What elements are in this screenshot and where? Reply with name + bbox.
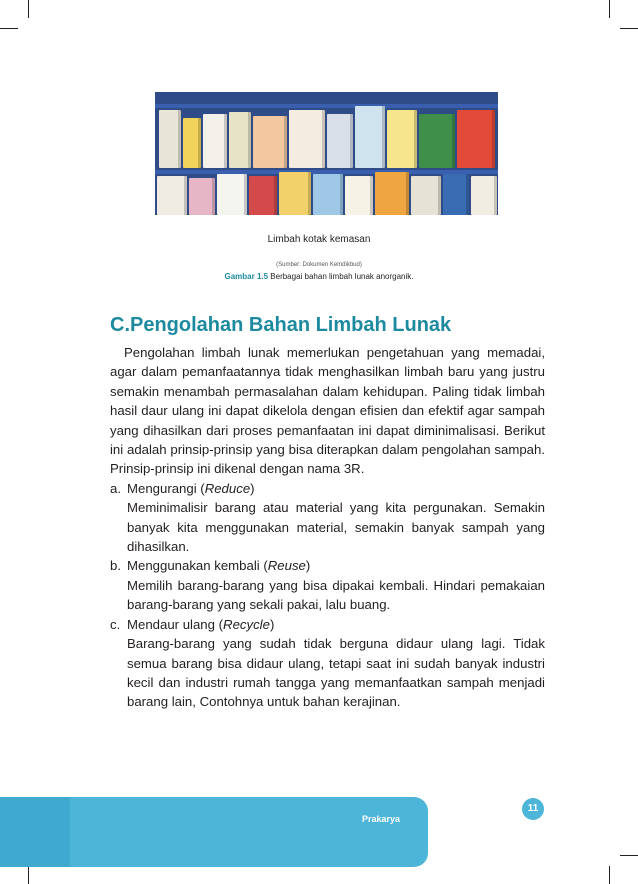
list-item bbox=[110, 556, 545, 575]
list-marker: a. bbox=[110, 480, 121, 496]
carton-box bbox=[279, 172, 311, 215]
carton-box bbox=[189, 178, 215, 215]
carton-box bbox=[159, 110, 181, 168]
carton-box bbox=[443, 174, 469, 215]
list-item-description: Meminimalisir barang atau material yang kita pergunakan. Semakin banyak kita menggunakan material, semakin banyak sampah yang dihasilkan. bbox=[127, 500, 545, 555]
list-item-description: Memilih barang-barang yang bisa dipakai kembali. Hindari pemakaian barang-barang yang sekali pakai, lalu buang. bbox=[127, 577, 545, 613]
footer-book-title: Prakarya bbox=[362, 814, 401, 824]
crop-mark bbox=[28, 0, 29, 18]
term-reuse: Reuse bbox=[267, 558, 306, 574]
carton-box bbox=[203, 114, 227, 168]
list-item-title: Mengurangi (Reduce) bbox=[127, 480, 255, 496]
list-item bbox=[110, 479, 545, 498]
figure-label: Gambar 1.5 bbox=[224, 272, 269, 281]
carton-box bbox=[375, 172, 409, 215]
carton-box bbox=[217, 174, 247, 215]
carton-box bbox=[249, 176, 277, 215]
carton-box bbox=[157, 176, 187, 215]
footer-band bbox=[0, 797, 428, 867]
crop-mark bbox=[609, 0, 610, 18]
image-caption: Limbah kotak kemasan bbox=[267, 234, 371, 245]
carton-box bbox=[183, 118, 201, 168]
carton-box bbox=[471, 176, 497, 215]
crop-mark bbox=[609, 866, 610, 884]
carton-box bbox=[457, 110, 495, 168]
page-number: 11 bbox=[522, 798, 544, 820]
packaging-photo bbox=[155, 92, 498, 215]
carton-box bbox=[327, 114, 353, 168]
list-marker: b. bbox=[110, 558, 121, 574]
section-title: C.Pengolahan Bahan Limbah Lunak bbox=[110, 314, 452, 336]
list-item-title: Menggunakan kembali (Reuse) bbox=[127, 558, 311, 574]
carton-box bbox=[355, 106, 385, 168]
list-item-description: Barang-barang yang sudah tidak berguna didaur ulang lagi. Tidak semua barang bisa didaur ulang, tetapi saat ini sudah banyak industri kecil dan industri rumah tangga yang memanfaatkan sampah menjadi barang lain, Contohnya untuk bahan kerajinan. bbox=[127, 636, 545, 710]
list-item-title: Mendaur ulang (Recycle) bbox=[127, 616, 275, 632]
carton-box bbox=[419, 114, 455, 168]
carton-box bbox=[411, 176, 441, 215]
carton-box bbox=[313, 174, 343, 215]
section-body bbox=[110, 343, 545, 712]
figure-caption-text: Berbagai bahan limbah lunak anorganik. bbox=[268, 272, 414, 281]
term-recycle: Recycle bbox=[223, 616, 270, 632]
crop-mark bbox=[0, 28, 18, 29]
list-marker: c. bbox=[110, 616, 121, 632]
crop-mark bbox=[620, 855, 638, 856]
crop-mark bbox=[28, 866, 29, 884]
carton-box bbox=[289, 110, 325, 168]
image-source: (Sumber: Dokumen Kemdikbud) bbox=[276, 262, 362, 268]
carton-box bbox=[387, 110, 417, 168]
carton-box bbox=[229, 112, 251, 168]
carton-box bbox=[253, 116, 287, 168]
carton-box bbox=[345, 176, 373, 215]
list-item bbox=[110, 615, 545, 634]
intro-paragraph: Pengolahan limbah lunak memerlukan pengetahuan yang memadai, agar dalam pemanfaatannya tidak menghasilkan limbah baru yang justru semakin menambah permasalahan dalam kehidupan. Paling tidak limbah hasil daur ulang ini dapat dikelola dengan efisien dan efektif agar sampah yang dihasilkan dari proses pemanfaatan ini dapat diminimalisasi. Berikut ini adalah prinsip-prinsip yang bisa diterapkan dalam pengolahan sampah. Prinsip-prinsip ini dikenal dengan nama 3R. bbox=[110, 345, 545, 477]
crop-mark bbox=[620, 28, 638, 29]
figure-caption bbox=[0, 272, 638, 281]
term-reduce: Reduce bbox=[204, 480, 251, 496]
